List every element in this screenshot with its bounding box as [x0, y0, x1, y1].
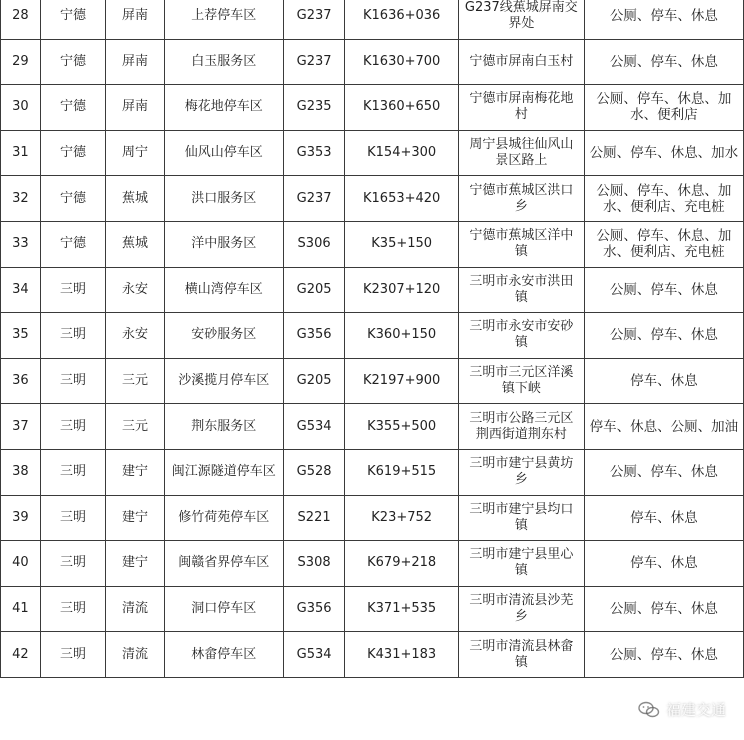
row-number-cell: 38	[1, 449, 41, 495]
row-number-cell: 40	[1, 541, 41, 587]
city-cell: 三明	[40, 404, 105, 450]
route-cell: G356	[283, 313, 344, 359]
stake-number-cell: K2197+900	[345, 358, 459, 404]
table-body	[1, 0, 744, 677]
table-row	[1, 495, 744, 541]
service-area-name-cell: 洋中服务区	[164, 221, 283, 267]
stake-number-cell: K355+500	[345, 404, 459, 450]
location-cell: 三明市永安市安砂镇	[459, 313, 585, 359]
county-cell: 三元	[106, 358, 164, 404]
service-area-name-cell: 白玉服务区	[164, 39, 283, 85]
location-cell: 三明市清流县沙芜乡	[459, 586, 585, 632]
route-cell: G356	[283, 586, 344, 632]
city-cell: 三明	[40, 313, 105, 359]
table-row	[1, 449, 744, 495]
facilities-cell: 停车、休息、公厕、加油	[584, 404, 743, 450]
stake-number-cell: K360+150	[345, 313, 459, 359]
facilities-cell: 公厕、停车、休息	[584, 449, 743, 495]
route-cell: G235	[283, 85, 344, 131]
route-cell: G205	[283, 267, 344, 313]
county-cell: 清流	[106, 632, 164, 678]
location-cell: 三明市三元区洋溪镇下峡	[459, 358, 585, 404]
table-row	[1, 586, 744, 632]
facilities-cell: 公厕、停车、休息	[584, 586, 743, 632]
route-cell: G237	[283, 39, 344, 85]
table-row	[1, 541, 744, 587]
service-area-name-cell: 上荐停车区	[164, 0, 283, 39]
route-cell: G237	[283, 176, 344, 222]
route-cell: S221	[283, 495, 344, 541]
service-area-name-cell: 荆东服务区	[164, 404, 283, 450]
location-cell: 宁德市蕉城区洋中镇	[459, 221, 585, 267]
city-cell: 宁德	[40, 221, 105, 267]
county-cell: 清流	[106, 586, 164, 632]
table-row	[1, 39, 744, 85]
route-cell: S308	[283, 541, 344, 587]
location-cell: 三明市公路三元区荆西街道荆东村	[459, 404, 585, 450]
city-cell: 三明	[40, 358, 105, 404]
stake-number-cell: K154+300	[345, 130, 459, 176]
stake-number-cell: K23+752	[345, 495, 459, 541]
table-row	[1, 313, 744, 359]
service-area-name-cell: 洞口停车区	[164, 586, 283, 632]
city-cell: 宁德	[40, 0, 105, 39]
location-cell: 三明市建宁县均口镇	[459, 495, 585, 541]
table-row	[1, 85, 744, 131]
route-cell: G205	[283, 358, 344, 404]
facilities-cell: 公厕、停车、休息	[584, 632, 743, 678]
county-cell: 蕉城	[106, 221, 164, 267]
watermark	[638, 699, 726, 720]
county-cell: 永安	[106, 267, 164, 313]
table-row	[1, 267, 744, 313]
service-area-name-cell: 林畲停车区	[164, 632, 283, 678]
stake-number-cell: K679+218	[345, 541, 459, 587]
table-row	[1, 130, 744, 176]
stake-number-cell: K619+515	[345, 449, 459, 495]
county-cell: 建宁	[106, 449, 164, 495]
location-cell: 周宁县城往仙风山景区路上	[459, 130, 585, 176]
service-area-name-cell: 洪口服务区	[164, 176, 283, 222]
facilities-cell: 公厕、停车、休息	[584, 267, 743, 313]
row-number-cell: 29	[1, 39, 41, 85]
facilities-cell: 停车、休息	[584, 358, 743, 404]
stake-number-cell: K1636+036	[345, 0, 459, 39]
service-area-name-cell: 横山湾停车区	[164, 267, 283, 313]
location-cell: 宁德市屏南白玉村	[459, 39, 585, 85]
row-number-cell: 30	[1, 85, 41, 131]
city-cell: 三明	[40, 541, 105, 587]
city-cell: 三明	[40, 586, 105, 632]
county-cell: 建宁	[106, 495, 164, 541]
route-cell: G534	[283, 632, 344, 678]
row-number-cell: 28	[1, 0, 41, 39]
table-row	[1, 0, 744, 39]
facilities-cell: 公厕、停车、休息、加水、便利店、充电桩	[584, 221, 743, 267]
stake-number-cell: K371+535	[345, 586, 459, 632]
facilities-cell: 公厕、停车、休息、加水	[584, 130, 743, 176]
county-cell: 屏南	[106, 85, 164, 131]
service-area-name-cell: 梅花地停车区	[164, 85, 283, 131]
city-cell: 宁德	[40, 85, 105, 131]
service-area-name-cell: 安砂服务区	[164, 313, 283, 359]
service-area-name-cell: 沙溪揽月停车区	[164, 358, 283, 404]
county-cell: 周宁	[106, 130, 164, 176]
city-cell: 宁德	[40, 130, 105, 176]
location-cell: 三明市清流县林畲镇	[459, 632, 585, 678]
county-cell: 蕉城	[106, 176, 164, 222]
row-number-cell: 32	[1, 176, 41, 222]
location-cell: 三明市永安市洪田镇	[459, 267, 585, 313]
city-cell: 宁德	[40, 176, 105, 222]
wechat-icon	[638, 701, 660, 719]
county-cell: 三元	[106, 404, 164, 450]
row-number-cell: 33	[1, 221, 41, 267]
location-cell: G237线蕉城屏南交界处	[459, 0, 585, 39]
service-area-name-cell: 修竹荷苑停车区	[164, 495, 283, 541]
county-cell: 屏南	[106, 39, 164, 85]
row-number-cell: 36	[1, 358, 41, 404]
location-cell: 三明市建宁县里心镇	[459, 541, 585, 587]
location-cell: 宁德市蕉城区洪口乡	[459, 176, 585, 222]
service-area-name-cell: 仙风山停车区	[164, 130, 283, 176]
facilities-cell: 公厕、停车、休息	[584, 0, 743, 39]
row-number-cell: 41	[1, 586, 41, 632]
city-cell: 三明	[40, 267, 105, 313]
city-cell: 宁德	[40, 39, 105, 85]
table-row	[1, 358, 744, 404]
row-number-cell: 35	[1, 313, 41, 359]
facilities-cell: 公厕、停车、休息、加水、便利店	[584, 85, 743, 131]
facilities-cell: 停车、休息	[584, 495, 743, 541]
row-number-cell: 37	[1, 404, 41, 450]
location-cell: 三明市建宁县黄坊乡	[459, 449, 585, 495]
table-row	[1, 221, 744, 267]
stake-number-cell: K1630+700	[345, 39, 459, 85]
row-number-cell: 42	[1, 632, 41, 678]
facilities-cell: 停车、休息	[584, 541, 743, 587]
watermark-text: 福建交通	[665, 701, 726, 719]
stake-number-cell: K1360+650	[345, 85, 459, 131]
county-cell: 建宁	[106, 541, 164, 587]
facilities-cell: 公厕、停车、休息、加水、便利店、充电桩	[584, 176, 743, 222]
county-cell: 永安	[106, 313, 164, 359]
route-cell: S306	[283, 221, 344, 267]
row-number-cell: 31	[1, 130, 41, 176]
route-cell: G534	[283, 404, 344, 450]
table-row	[1, 632, 744, 678]
service-area-name-cell: 闽赣省界停车区	[164, 541, 283, 587]
table-row	[1, 176, 744, 222]
location-cell: 宁德市屏南梅花地村	[459, 85, 585, 131]
route-cell: G528	[283, 449, 344, 495]
stake-number-cell: K1653+420	[345, 176, 459, 222]
stake-number-cell: K2307+120	[345, 267, 459, 313]
county-cell: 屏南	[106, 0, 164, 39]
facilities-cell: 公厕、停车、休息	[584, 313, 743, 359]
route-cell: G353	[283, 130, 344, 176]
service-area-name-cell: 闽江源隧道停车区	[164, 449, 283, 495]
facilities-cell: 公厕、停车、休息	[584, 39, 743, 85]
stake-number-cell: K35+150	[345, 221, 459, 267]
row-number-cell: 34	[1, 267, 41, 313]
city-cell: 三明	[40, 449, 105, 495]
route-cell: G237	[283, 0, 344, 39]
table-row	[1, 404, 744, 450]
stake-number-cell: K431+183	[345, 632, 459, 678]
row-number-cell: 39	[1, 495, 41, 541]
city-cell: 三明	[40, 495, 105, 541]
city-cell: 三明	[40, 632, 105, 678]
